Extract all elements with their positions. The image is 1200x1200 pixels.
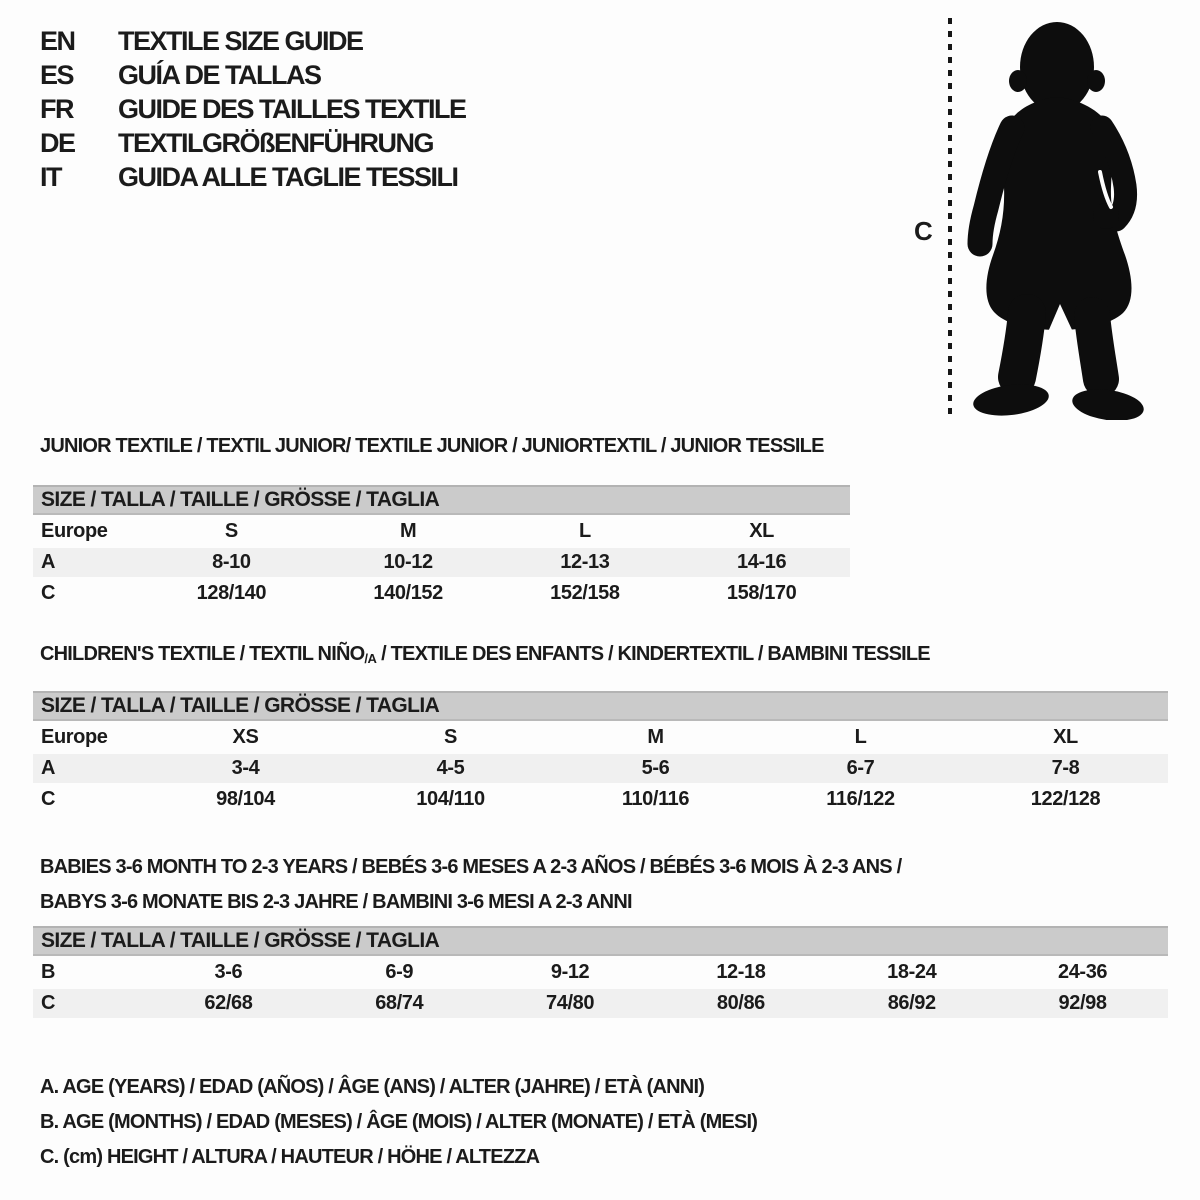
table-row (33, 579, 850, 608)
legend-line-a: A. AGE (YEARS) / EDAD (AÑOS) / ÂGE (ANS) / ALTER (JAHRE) / ETÀ (ANNI) (40, 1076, 705, 1098)
size-cell: 68/74 (314, 989, 485, 1018)
language-title: TEXTILGRÖßENFÜHRUNG (118, 127, 433, 158)
children-title-post: / TEXTILE DES ENFANTS / KINDERTEXTIL / BAMBINI TESSILE (376, 643, 930, 665)
size-cell: 158/170 (726, 582, 797, 604)
size-cell: 7-8 (963, 754, 1168, 783)
size-header-label: SIZE / TALLA / TAILLE / GRÖSSE / TAGLIA (33, 691, 1168, 721)
language-row-it (40, 160, 466, 194)
language-row-en (40, 24, 466, 58)
size-cell: L (854, 726, 867, 748)
size-cell: M (399, 520, 417, 542)
size-cell: 128/140 (196, 582, 267, 604)
size-cell: XL (749, 520, 774, 542)
language-code: FR (40, 93, 73, 124)
size-cell: 12-13 (497, 548, 674, 577)
size-cell: 80/86 (655, 989, 826, 1018)
size-header-bar (33, 691, 1168, 721)
row-label: B (41, 961, 56, 983)
size-cell: 6-9 (385, 961, 414, 983)
height-measure-label: C (914, 216, 932, 246)
size-cell: 86/92 (826, 989, 997, 1018)
size-cell: 74/80 (485, 989, 656, 1018)
size-cell: 92/98 (997, 989, 1168, 1018)
size-cell: 98/104 (216, 788, 275, 810)
children-title-sub: /A (364, 651, 377, 666)
language-title: GUIDE DES TAILLES TEXTILE (118, 93, 466, 124)
size-cell: L (578, 520, 591, 542)
size-cell: 10-12 (320, 548, 497, 577)
language-code: EN (40, 25, 75, 56)
size-header-bar (33, 485, 850, 515)
size-cell: 62/68 (143, 989, 314, 1018)
babies-title-line2: BABYS 3-6 MONATE BIS 2-3 JAHRE / BAMBINI 3-6 MESI A 2-3 ANNI (40, 891, 632, 913)
size-cell: 14-16 (673, 548, 850, 577)
toddler-silhouette (955, 15, 1155, 420)
legend-line-c: C. (cm) HEIGHT / ALTURA / HAUTEUR / HÖHE / ALTEZZA (40, 1146, 540, 1168)
children-section-title (40, 643, 930, 666)
language-row-de (40, 126, 466, 160)
size-header-bar (33, 926, 1168, 956)
row-label: Europe (41, 726, 108, 748)
size-cell: 6-7 (758, 754, 963, 783)
row-label: C (41, 788, 56, 810)
language-title-list (40, 24, 466, 194)
size-cell: 140/152 (373, 582, 443, 604)
language-row-es (40, 58, 466, 92)
babies-title-line1: BABIES 3-6 MONTH TO 2-3 YEARS / BEBÉS 3-6 MESES A 2-3 AÑOS / BÉBÉS 3-6 MOIS À 2-3 ANS / (40, 856, 902, 878)
size-cell: 8-10 (143, 548, 320, 577)
row-label: A (33, 754, 143, 783)
language-code: ES (40, 59, 74, 90)
size-cell: 152/158 (550, 582, 620, 604)
babies-section-title (40, 850, 901, 920)
junior-section-title: JUNIOR TEXTILE / TEXTIL JUNIOR/ TEXTILE JUNIOR / JUNIORTEXTIL / JUNIOR TESSILE (40, 435, 824, 457)
table-row (33, 754, 1168, 783)
size-cell: 3-6 (214, 961, 243, 983)
size-cell: 24-36 (1057, 961, 1108, 983)
row-label: C (33, 989, 143, 1018)
size-cell: 9-12 (550, 961, 590, 983)
size-cell: 4-5 (348, 754, 553, 783)
size-cell: XS (232, 726, 259, 748)
height-measure-dashed-line (948, 18, 952, 416)
size-header-label: SIZE / TALLA / TAILLE / GRÖSSE / TAGLIA (33, 485, 850, 515)
size-cell: 5-6 (553, 754, 758, 783)
children-size-table (33, 689, 1168, 816)
row-label: C (41, 582, 56, 604)
babies-size-table (33, 924, 1168, 1020)
table-row (33, 989, 1168, 1018)
language-title: TEXTILE SIZE GUIDE (118, 25, 363, 56)
row-label: Europe (41, 520, 108, 542)
size-cell: 18-24 (887, 961, 937, 983)
measurement-legend (40, 1070, 757, 1175)
language-code: IT (40, 161, 61, 192)
row-label: A (33, 548, 143, 577)
size-cell: XL (1053, 726, 1078, 748)
children-title-pre: CHILDREN'S TEXTILE / TEXTIL NIÑO (40, 643, 365, 665)
junior-size-table (33, 483, 850, 610)
table-row (33, 958, 1168, 987)
size-cell: 12-18 (716, 961, 766, 983)
size-cell: M (647, 726, 664, 748)
size-header-label: SIZE / TALLA / TAILLE / GRÖSSE / TAGLIA (33, 926, 1168, 956)
language-title: GUIDA ALLE TAGLIE TESSILI (118, 161, 458, 192)
size-cell: 122/128 (1030, 788, 1101, 810)
table-row (33, 723, 1168, 752)
table-row (33, 785, 1168, 814)
language-title: GUÍA DE TALLAS (118, 59, 321, 90)
legend-line-b: B. AGE (MONTHS) / EDAD (MESES) / ÂGE (MOIS) / ALTER (MONATE) / ETÀ (MESI) (40, 1111, 758, 1133)
table-row (33, 517, 850, 546)
size-cell: 116/122 (826, 788, 895, 810)
size-cell: 3-4 (143, 754, 348, 783)
size-cell: S (224, 520, 238, 542)
size-cell: 110/116 (621, 788, 690, 810)
size-cell: S (444, 726, 457, 748)
size-cell: 104/110 (416, 788, 485, 810)
language-code: DE (40, 127, 75, 158)
language-row-fr (40, 92, 466, 126)
table-row (33, 548, 850, 577)
